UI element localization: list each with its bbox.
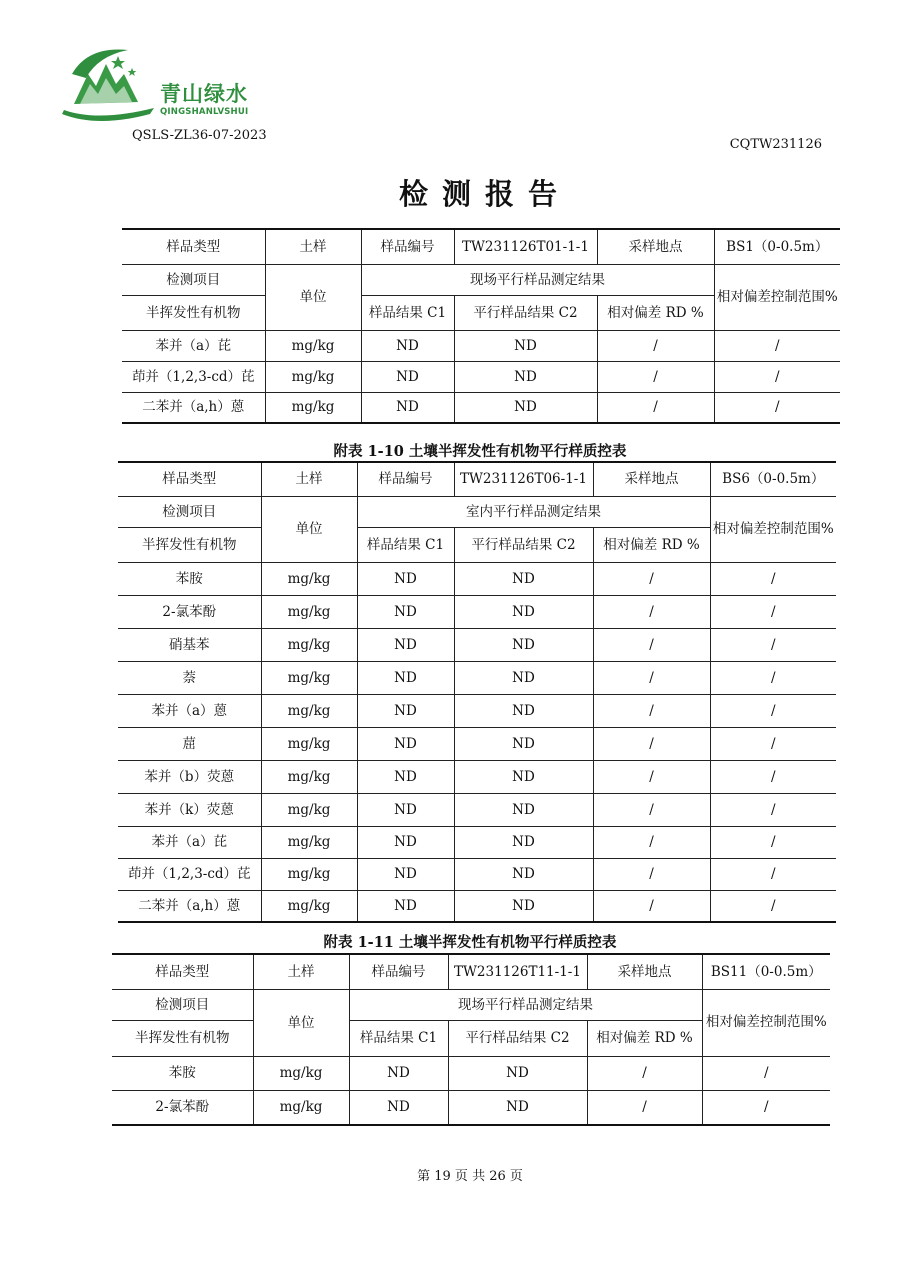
c1-cell: ND xyxy=(357,727,454,760)
c2-cell: ND xyxy=(454,760,593,793)
label-site: 采样地点 xyxy=(593,462,710,496)
label-sample-no: 样品编号 xyxy=(361,229,454,264)
rd-cell: / xyxy=(597,330,714,361)
c1-cell: ND xyxy=(357,793,454,826)
unit-cell: mg/kg xyxy=(261,595,357,628)
analyte-name: 二苯并（a,h）蒽 xyxy=(118,890,261,922)
analyte-name: 萘 xyxy=(118,661,261,694)
table-caption: 附表 1-10 土壤半挥发性有机物平行样质控表 xyxy=(333,443,627,460)
rd-cell: / xyxy=(593,562,710,595)
table-row xyxy=(118,727,836,760)
c2-cell: ND xyxy=(454,890,593,922)
label-group: 半挥发性有机物 xyxy=(112,1020,253,1056)
label-rd-range: 相对偏差控制范围% xyxy=(714,264,840,330)
table-row xyxy=(118,595,836,628)
table-row xyxy=(118,826,836,858)
sample-type-value: 土样 xyxy=(253,954,349,989)
table-row xyxy=(118,694,836,727)
label-unit: 单位 xyxy=(265,264,361,330)
label-sample-no: 样品编号 xyxy=(349,954,448,989)
table-row xyxy=(118,858,836,890)
c1-cell: ND xyxy=(357,628,454,661)
c1-cell: ND xyxy=(361,361,454,392)
c1-cell: ND xyxy=(361,330,454,361)
c2-cell: ND xyxy=(454,661,593,694)
label-item: 检测项目 xyxy=(118,496,261,527)
c1-cell: ND xyxy=(361,392,454,423)
range-cell: / xyxy=(710,890,836,922)
c2-cell: ND xyxy=(454,727,593,760)
analyte-name: 茚并（1,2,3-cd）芘 xyxy=(118,858,261,890)
c1-cell: ND xyxy=(357,890,454,922)
label-c2: 平行样品结果 C2 xyxy=(454,527,593,562)
sample-type-value: 土样 xyxy=(265,229,361,264)
range-cell: / xyxy=(714,392,840,423)
table-row xyxy=(118,661,836,694)
unit-cell: mg/kg xyxy=(265,361,361,392)
range-cell: / xyxy=(710,562,836,595)
qc-table-2 xyxy=(118,461,836,923)
table-row xyxy=(122,361,840,392)
c1-cell: ND xyxy=(357,595,454,628)
range-cell: / xyxy=(710,760,836,793)
range-cell: / xyxy=(710,694,836,727)
rd-cell: / xyxy=(593,793,710,826)
table-row xyxy=(118,760,836,793)
rd-cell: / xyxy=(597,361,714,392)
c2-cell: ND xyxy=(454,858,593,890)
range-cell: / xyxy=(710,858,836,890)
document-code: QSLS-ZL36-07-2023 xyxy=(132,128,267,143)
label-c1: 样品结果 C1 xyxy=(349,1020,448,1056)
label-c2: 平行样品结果 C2 xyxy=(454,295,597,330)
analyte-name: 2-氯苯酚 xyxy=(118,595,261,628)
c1-cell: ND xyxy=(357,760,454,793)
c1-cell: ND xyxy=(349,1090,448,1125)
c2-cell: ND xyxy=(454,826,593,858)
unit-cell: mg/kg xyxy=(265,330,361,361)
site-value: BS11（0-0.5m） xyxy=(702,954,830,989)
range-cell: / xyxy=(702,1056,830,1090)
c2-cell: ND xyxy=(448,1090,587,1125)
logo-wordmark: 青山绿水 xyxy=(160,82,248,106)
table-row xyxy=(118,628,836,661)
c1-cell: ND xyxy=(357,562,454,595)
result-subheader: 室内平行样品测定结果 xyxy=(357,496,710,527)
label-group: 半挥发性有机物 xyxy=(122,295,265,330)
c2-cell: ND xyxy=(454,361,597,392)
range-cell: / xyxy=(710,826,836,858)
label-unit: 单位 xyxy=(261,496,357,562)
label-item: 检测项目 xyxy=(112,989,253,1020)
analyte-name: 苯并（k）荧蒽 xyxy=(118,793,261,826)
site-value: BS6（0-0.5m） xyxy=(710,462,836,496)
label-sample-no: 样品编号 xyxy=(357,462,454,496)
range-cell: / xyxy=(710,628,836,661)
unit-cell: mg/kg xyxy=(253,1056,349,1090)
page-title: 检测报告 xyxy=(398,177,571,211)
page-number: 第 19 页 共 26 页 xyxy=(417,1169,523,1184)
range-cell: / xyxy=(710,793,836,826)
label-c1: 样品结果 C1 xyxy=(361,295,454,330)
analyte-name: 䓛 xyxy=(118,727,261,760)
c1-cell: ND xyxy=(357,694,454,727)
table-row xyxy=(118,793,836,826)
table-row xyxy=(118,562,836,595)
unit-cell: mg/kg xyxy=(261,661,357,694)
rd-cell: / xyxy=(593,760,710,793)
range-cell: / xyxy=(710,727,836,760)
table-row xyxy=(118,890,836,922)
unit-cell: mg/kg xyxy=(261,562,357,595)
analyte-name: 苯并（b）荧蒽 xyxy=(118,760,261,793)
label-c2: 平行样品结果 C2 xyxy=(448,1020,587,1056)
result-subheader: 现场平行样品测定结果 xyxy=(361,264,714,295)
rd-cell: / xyxy=(593,595,710,628)
unit-cell: mg/kg xyxy=(261,826,357,858)
sample-no-value: TW231126T06-1-1 xyxy=(454,462,593,496)
rd-cell: / xyxy=(593,890,710,922)
c2-cell: ND xyxy=(454,562,593,595)
label-c1: 样品结果 C1 xyxy=(357,527,454,562)
range-cell: / xyxy=(714,361,840,392)
label-sample-type: 样品类型 xyxy=(118,462,261,496)
unit-cell: mg/kg xyxy=(265,392,361,423)
report-number: CQTW231126 xyxy=(729,137,822,152)
label-sample-type: 样品类型 xyxy=(112,954,253,989)
label-rd: 相对偏差 RD % xyxy=(587,1020,702,1056)
sample-type-value: 土样 xyxy=(261,462,357,496)
analyte-name: 苯胺 xyxy=(112,1056,253,1090)
label-item: 检测项目 xyxy=(122,264,265,295)
label-group: 半挥发性有机物 xyxy=(118,527,261,562)
c2-cell: ND xyxy=(454,793,593,826)
c1-cell: ND xyxy=(349,1056,448,1090)
unit-cell: mg/kg xyxy=(261,760,357,793)
analyte-name: 苯并（a）芘 xyxy=(122,330,265,361)
unit-cell: mg/kg xyxy=(261,858,357,890)
c1-cell: ND xyxy=(357,826,454,858)
c2-cell: ND xyxy=(454,330,597,361)
label-site: 采样地点 xyxy=(587,954,702,989)
rd-cell: / xyxy=(593,628,710,661)
c1-cell: ND xyxy=(357,858,454,890)
analyte-name: 苯并（a）芘 xyxy=(118,826,261,858)
rd-cell: / xyxy=(593,858,710,890)
rd-cell: / xyxy=(593,727,710,760)
table-caption: 附表 1-11 土壤半挥发性有机物平行样质控表 xyxy=(323,934,617,951)
site-value: BS1（0-0.5m） xyxy=(714,229,840,264)
analyte-name: 苯并（a）蒽 xyxy=(118,694,261,727)
rd-cell: / xyxy=(587,1090,702,1125)
logo-subtitle: QINGSHANLVSHUI xyxy=(160,107,249,117)
rd-cell: / xyxy=(587,1056,702,1090)
table-row xyxy=(112,1090,830,1125)
analyte-name: 硝基苯 xyxy=(118,628,261,661)
label-site: 采样地点 xyxy=(597,229,714,264)
rd-cell: / xyxy=(593,661,710,694)
qc-table-3 xyxy=(112,953,830,1126)
c2-cell: ND xyxy=(454,694,593,727)
c2-cell: ND xyxy=(454,595,593,628)
sample-no-value: TW231126T01-1-1 xyxy=(454,229,597,264)
table-row xyxy=(122,392,840,423)
range-cell: / xyxy=(710,661,836,694)
c2-cell: ND xyxy=(448,1056,587,1090)
range-cell: / xyxy=(714,330,840,361)
unit-cell: mg/kg xyxy=(261,727,357,760)
analyte-name: 苯胺 xyxy=(118,562,261,595)
unit-cell: mg/kg xyxy=(261,694,357,727)
label-unit: 单位 xyxy=(253,989,349,1056)
table-row xyxy=(122,330,840,361)
table-row xyxy=(112,1056,830,1090)
rd-cell: / xyxy=(593,826,710,858)
label-rd: 相对偏差 RD % xyxy=(593,527,710,562)
unit-cell: mg/kg xyxy=(261,628,357,661)
unit-cell: mg/kg xyxy=(261,793,357,826)
unit-cell: mg/kg xyxy=(261,890,357,922)
c1-cell: ND xyxy=(357,661,454,694)
label-rd-range: 相对偏差控制范围% xyxy=(702,989,830,1056)
result-subheader: 现场平行样品测定结果 xyxy=(349,989,702,1020)
analyte-name: 二苯并（a,h）蒽 xyxy=(122,392,265,423)
analyte-name: 茚并（1,2,3-cd）芘 xyxy=(122,361,265,392)
c2-cell: ND xyxy=(454,628,593,661)
range-cell: / xyxy=(702,1090,830,1125)
analyte-name: 2-氯苯酚 xyxy=(112,1090,253,1125)
unit-cell: mg/kg xyxy=(253,1090,349,1125)
range-cell: / xyxy=(710,595,836,628)
label-rd: 相对偏差 RD % xyxy=(597,295,714,330)
sample-no-value: TW231126T11-1-1 xyxy=(448,954,587,989)
label-sample-type: 样品类型 xyxy=(122,229,265,264)
c2-cell: ND xyxy=(454,392,597,423)
qc-table-1 xyxy=(122,228,840,424)
label-rd-range: 相对偏差控制范围% xyxy=(710,496,836,562)
rd-cell: / xyxy=(593,694,710,727)
rd-cell: / xyxy=(597,392,714,423)
